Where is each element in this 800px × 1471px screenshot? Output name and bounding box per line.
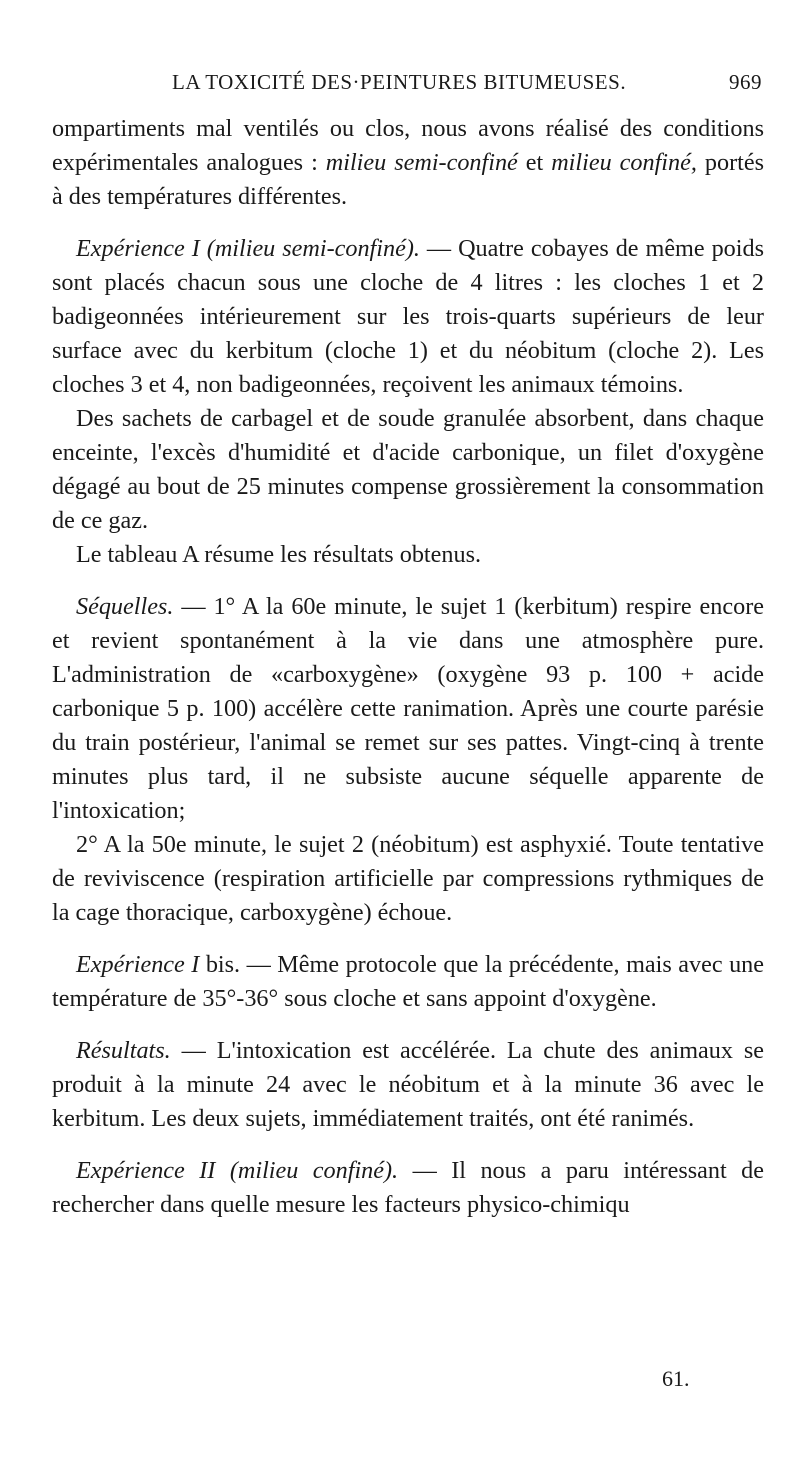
- paragraph-experience-1-bis: Expérience I bis. — Même protocole que la précédente, mais avec une température de 35°-36° sous cloche et sans appoint d'oxygène.: [52, 951, 764, 1012]
- paragraph-sequelles: Séquelles. — 1° A la 60e minute, le sujet 1 (kerbitum) respire encore et revient spontanément à la vie dans une atmosphère pure. L'administration de «carboxygène» (oxygène 93 p. 100 + acide carbonique 5 p. 100) accélère cette ranimation. Après une courte parésie du train postérieur, l'animal se remet sur ses pattes. Vingt-cinq à trente minutes plus tard, il ne subsiste aucune séquelle apparente de l'intoxication;: [52, 593, 764, 824]
- page-number: 969: [729, 70, 762, 94]
- running-title: LA TOXICITÉ DES·PEINTURES BITUMEUSES.: [172, 70, 627, 94]
- experience-1-bis-heading: Expérience I: [76, 951, 200, 978]
- paragraph-tableau: Le tableau A résume les résultats obtenus.: [76, 541, 482, 568]
- resultats-heading: Résultats.: [76, 1037, 171, 1064]
- experience-1-heading: Expérience I: [76, 235, 200, 262]
- running-header: [172, 70, 762, 95]
- paragraph-intro: ompartiments mal ventilés ou clos, nous avons réalisé des conditions expérimentales analogues : milieu semi-confiné et milieu confiné, portés à des températures différentes.: [52, 115, 764, 210]
- paragraph-experience-1: Expérience I (milieu semi-confiné). — Quatre cobayes de même poids sont placés chacun sous une cloche de 4 litres : les cloches 1 et 2 badigeonnées intérieurement sur les trois-quarts supérieurs de leur surface avec du kerbitum (cloche 1) et du néobitum (cloche 2). Les cloches 3 et 4, non badigeonnées, reçoivent les animaux témoins.: [52, 235, 764, 398]
- body-text: [52, 112, 764, 1222]
- sequelles-heading: Séquelles.: [76, 593, 174, 620]
- paragraph-sachets: Des sachets de carbagel et de soude granulée absorbent, dans chaque enceinte, l'excès d'humidité et d'acide carbonique, un filet d'oxygène dégagé au bout de 25 minutes compense grossièrement la consommation de ce gaz.: [52, 405, 764, 534]
- paragraph-resultats: Résultats. — L'intoxication est accélérée. La chute des animaux se produit à la minute 24 avec le néobitum et à la minute 36 avec le kerbitum. Les deux sujets, immédiatement traités, ont été ranimés.: [52, 1037, 764, 1132]
- experience-2-heading: Expérience II: [76, 1157, 216, 1184]
- paragraph-sujet-2: 2° A la 50e minute, le sujet 2 (néobitum) est asphyxié. Toute tentative de reviviscence (respiration artificielle par compressions rythmiques de la cage thoracique, carboxygène) échoue.: [52, 831, 764, 926]
- signature-mark: 61.: [662, 1366, 690, 1391]
- paragraph-experience-2: Expérience II (milieu confiné). — Il nous a paru intéressant de rechercher dans quelle mesure les facteurs physico-chimiqu: [52, 1157, 765, 1218]
